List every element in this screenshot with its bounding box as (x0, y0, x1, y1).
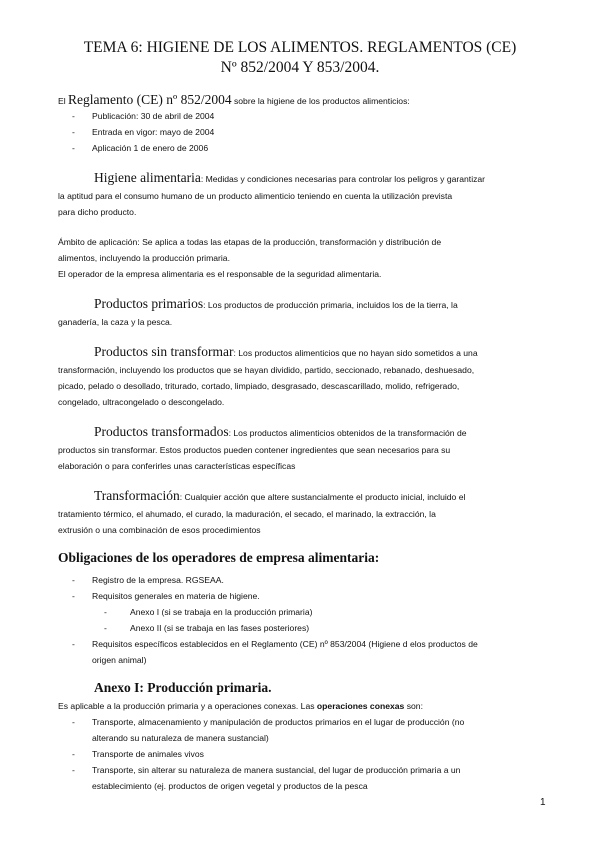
term-transformados: Productos transformados (94, 424, 229, 439)
paragraph-line: extrusión o una combinación de esos procedimientos (58, 525, 261, 535)
list-item-continuation: origen animal) (92, 655, 147, 665)
list-item: - Requisitos generales en materia de higiene. (72, 591, 260, 601)
page-number: 1 (540, 797, 546, 808)
operaciones-conexas-term: operaciones conexas (316, 701, 405, 711)
paragraph-line: picado, pelado o desollado, triturado, cortado, limpiado, desgrasado, descascarillado, molido, refrigerado, (58, 381, 460, 391)
definition-higiene: Higiene alimentaria: Medidas y condiciones necesarias para controlar los peligros y garantizar (94, 170, 486, 185)
paragraph-line: transformación, incluyendo los productos que se hayan dividido, partido, seccionado, rebanado, deshuesado, (58, 365, 475, 375)
paragraph-line: elaboración o para conferirles unas características específicas (58, 461, 296, 471)
section-heading-obligaciones: Obligaciones de los operadores de empresa alimentaria: (58, 550, 380, 565)
paragraph-line: ganadería, la caza y la pesca. (58, 317, 173, 327)
list-item: - Entrada en vigor: mayo de 2004 (72, 127, 215, 137)
definition-sin-transformar: Productos sin transformar: Los productos alimenticios que no hayan sido sometidos a una (94, 344, 478, 359)
paragraph-line: productos sin transformar. Estos productos pueden contener ingredientes que sean necesarios para su (58, 445, 451, 455)
list-item: - Aplicación 1 de enero de 2006 (72, 143, 209, 153)
section-heading-anexo: Anexo I: Producción primaria. (94, 680, 272, 695)
list-item: - Transporte, almacenamiento y manipulación de productos primarios en el lugar de producción (no (72, 717, 465, 727)
definition-primarios: Productos primarios: Los productos de producción primaria, incluidos los de la tierra, la (94, 296, 458, 311)
term-sin-transformar: Productos sin transformar (94, 344, 234, 359)
list-item: - Transporte de animales vivos (72, 749, 204, 759)
term-transformacion: Transformación (94, 488, 180, 503)
regulation-name: Reglamento (CE) nº 852/2004 (68, 92, 232, 107)
list-item: - Requisitos específicos establecidos en el Reglamento (CE) nº 853/2004 (Higiene d elos productos de (72, 639, 478, 649)
list-item: - Publicación: 30 de abril de 2004 (72, 111, 215, 121)
list-item-continuation: establecimiento (ej. productos de origen vegetal y productos de la pesca (92, 781, 368, 791)
sub-list-item: - Anexo II (si se trabaja en las fases posteriores) (104, 623, 310, 633)
paragraph-line: alimentos, incluyendo la producción primaria. (58, 253, 230, 263)
title-line-1: TEMA 6: HIGIENE DE LOS ALIMENTOS. REGLAMENTOS (CE) (83, 39, 517, 56)
definition-transformados: Productos transformados: Los productos alimenticios obtenidos de la transformación de (94, 424, 467, 439)
page-title (0, 38, 600, 78)
paragraph-line: congelado, ultracongelado o descongelado. (58, 397, 225, 407)
paragraph-line: Ámbito de aplicación: Se aplica a todas las etapas de la producción, transformación y distribución de (58, 237, 442, 247)
title-line-2: Nº 852/2004 Y 853/2004. (220, 59, 380, 76)
paragraph-line: para dicho producto. (58, 207, 137, 217)
paragraph-line: El operador de la empresa alimentaria es el responsable de la seguridad alimentaria. (58, 269, 382, 279)
paragraph-line: tratamiento térmico, el ahumado, el curado, la maduración, el secado, el marinado, la extracción, la (58, 509, 436, 519)
list-item: - Registro de la empresa. RGSEAA. (72, 575, 224, 585)
term-higiene: Higiene alimentaria (94, 170, 201, 185)
list-item-continuation: alterando su naturaleza de manera sustancial) (92, 733, 269, 743)
term-primarios: Productos primarios (94, 296, 204, 311)
paragraph-line: la aptitud para el consumo humano de un producto alimenticio teniendo en cuenta la utilización prevista (58, 191, 453, 201)
definition-transformacion: Transformación: Cualquier acción que altere sustancialmente el producto inicial, incluido el (94, 488, 466, 503)
anexo-intro: Es aplicable a la producción primaria y a operaciones conexas. Las operaciones conexas son: (58, 701, 423, 711)
list-item: - Transporte, sin alterar su naturaleza de manera sustancial, del lugar de producción primaria a un (72, 765, 461, 775)
sub-list-item: - Anexo I (si se trabaja en la producción primaria) (104, 607, 313, 617)
intro-paragraph: El Reglamento (CE) nº 852/2004 sobre la higiene de los productos alimenticios: (58, 92, 410, 107)
